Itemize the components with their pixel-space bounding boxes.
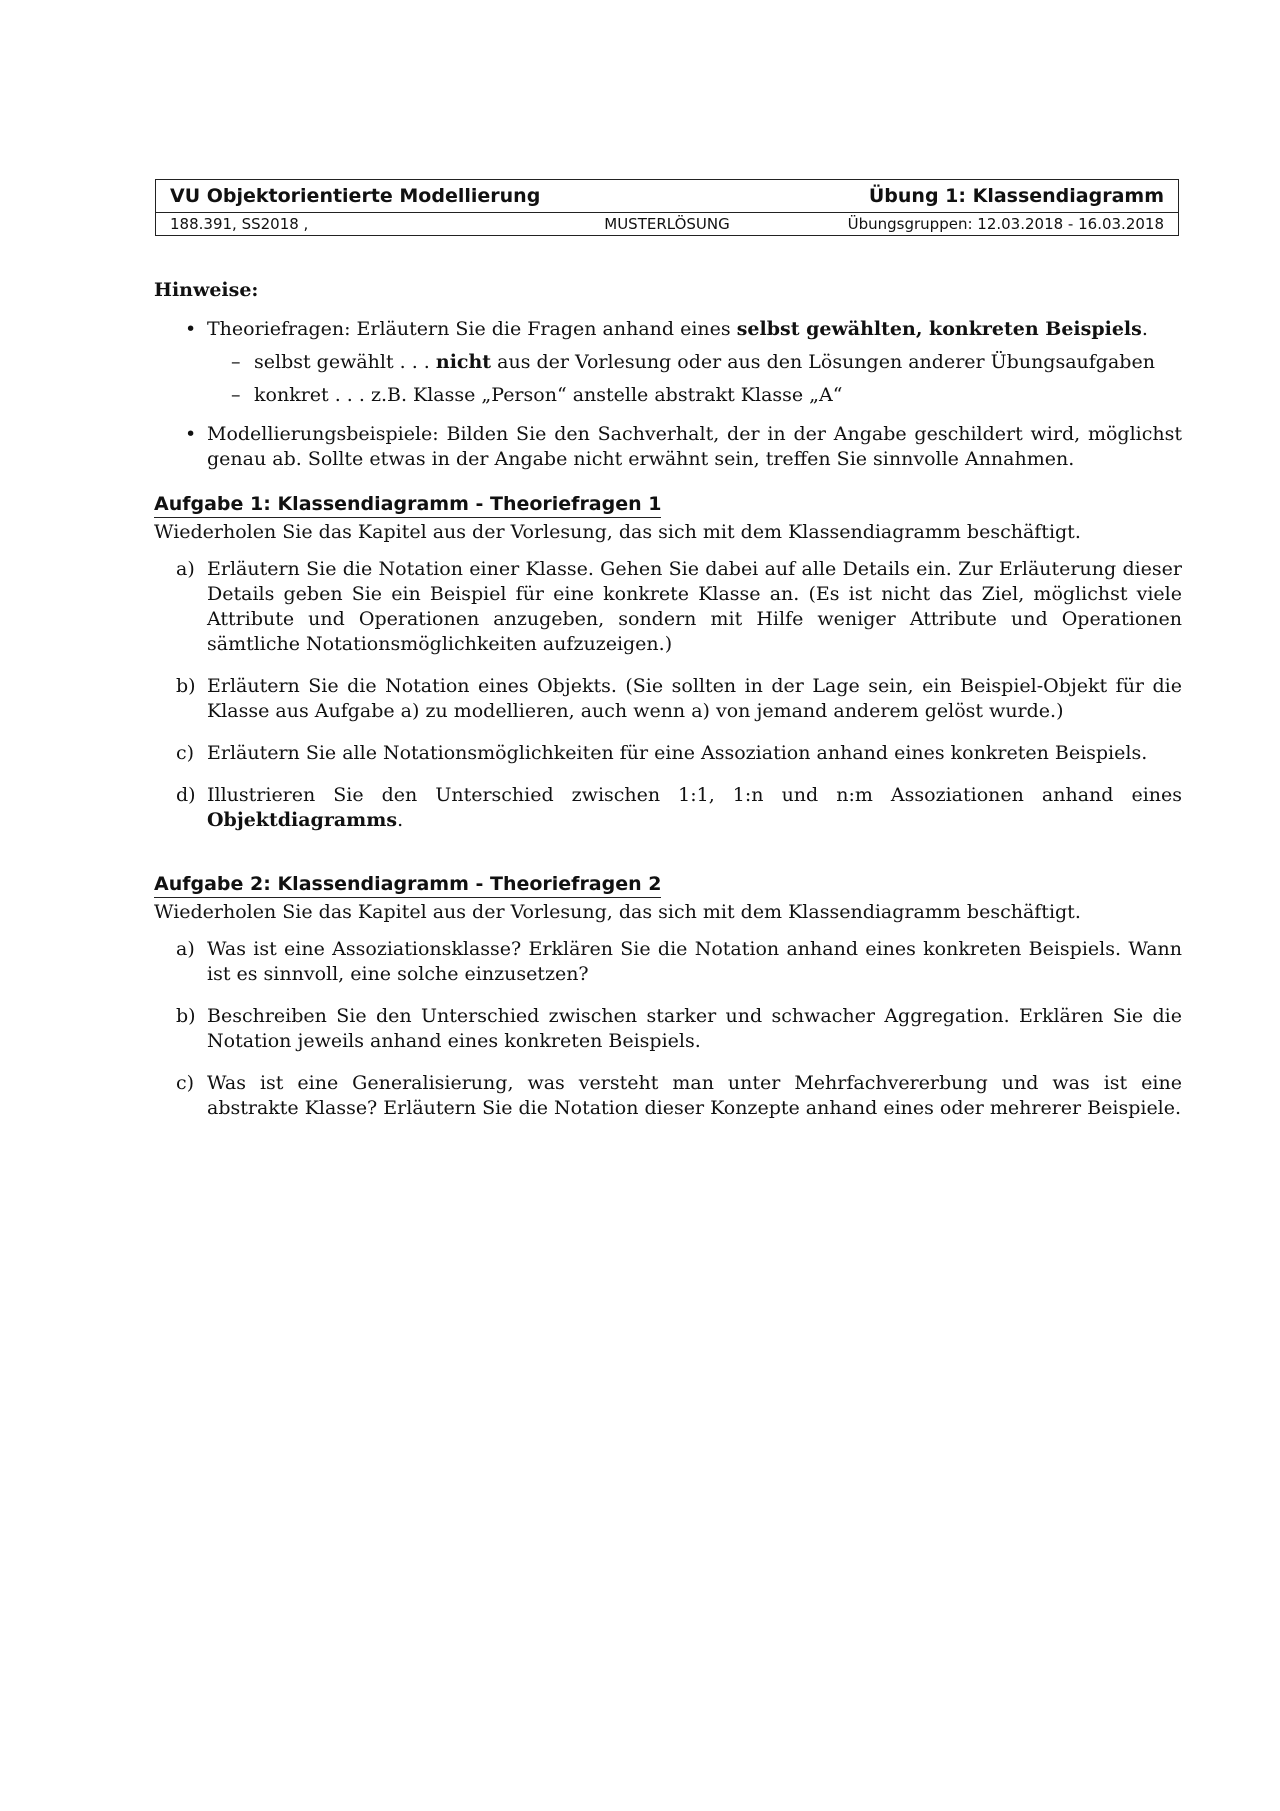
section-spacer (154, 850, 1182, 866)
task-text: Erläutern Sie die Notation einer Klasse. Gehen Sie dabei auf alle Details ein. Zur Erläuterung dieser Details geben Sie ein Beispiel für eine konkrete Klasse an. (Es ist nicht das Ziel, möglichst viele Attribute und Operationen anzugeben, sondern mit Hilfe weniger Attribute und Operationen sämtliche Notationsmöglichkeiten aufzuzeigen.) (207, 558, 1182, 655)
sub-text: konkret . . . z.B. Klasse „Person“ anstelle abstrakt Klasse „A“ (254, 384, 843, 406)
bullet-icon: • (185, 423, 197, 445)
task-item (154, 1004, 1182, 1054)
course-meta: 188.391, SS2018 , (170, 215, 309, 233)
task-label: c) (176, 1072, 195, 1094)
hinweis-modellierung (154, 422, 1182, 472)
hinweis-sub-konkret (207, 383, 1182, 408)
document-body (154, 278, 1182, 1138)
task-label: a) (176, 938, 195, 960)
task-item (154, 937, 1182, 987)
aufgabe2-tasks (154, 937, 1182, 1121)
bullet-icon: • (185, 318, 197, 340)
task-item (154, 557, 1182, 657)
task-text-end: . (397, 809, 404, 831)
aufgabe1-title: Aufgabe 1: Klassendiagramm - Theoriefragen 1 (154, 492, 661, 518)
dash-icon: – (231, 384, 241, 406)
task-item (154, 1071, 1182, 1121)
hinweis-theoriefragen (154, 317, 1182, 408)
task-text: Illustrieren Sie den Unterschied zwischen 1:1, 1:n und n:m Assoziationen anhand eines (207, 784, 1182, 806)
hinweis-sublist (207, 350, 1182, 408)
task-item (154, 783, 1182, 833)
dash-icon: – (231, 351, 241, 373)
hinweis-text: Modellierungsbeispiele: Bilden Sie den Sachverhalt, der in der Angabe geschildert wird, möglichst genau ab. Sollte etwas in der Angabe nicht erwähnt sein, treffen Sie sinnvolle Annahmen. (207, 423, 1182, 470)
header-title-row (170, 185, 1164, 211)
hinweise-heading: Hinweise: (154, 279, 259, 301)
hinweis-text-end: . (1141, 318, 1148, 340)
sub-emphasis: nicht (435, 351, 492, 373)
exercise-groups: Übungsgruppen: 12.03.2018 - 16.03.2018 (847, 215, 1164, 233)
solution-label: MUSTERLÖSUNG (604, 215, 730, 233)
task-label: b) (176, 1005, 196, 1027)
aufgabe2-title: Aufgabe 2: Klassendiagramm - Theoriefragen 2 (154, 872, 661, 898)
hinweis-sub-selbst (207, 350, 1182, 375)
task-text: Erläutern Sie die Notation eines Objekts. (Sie sollten in der Lage sein, ein Beispiel-Objekt für die Klasse aus Aufgabe a) zu modellieren, auch wenn a) von jemand anderem gelöst wurde.) (207, 675, 1182, 722)
hinweise-list (154, 317, 1182, 472)
task-label: a) (176, 558, 195, 580)
aufgabe1-tasks (154, 557, 1182, 833)
header-meta-row (170, 215, 1164, 233)
task-text: Beschreiben Sie den Unterschied zwischen starker und schwacher Aggregation. Erklären Sie die Notation jeweils anhand eines konkreten Beispiels. (207, 1005, 1182, 1052)
page-header (155, 179, 1179, 236)
header-divider (156, 212, 1178, 213)
course-title: VU Objektorientierte Modellierung (170, 185, 541, 207)
aufgabe1-intro: Wiederholen Sie das Kapitel aus der Vorlesung, das sich mit dem Klassendiagramm beschäftigt. (154, 521, 1081, 543)
sub-text: selbst gewählt . . . (254, 351, 436, 373)
task-label: d) (176, 784, 196, 806)
aufgabe2-intro: Wiederholen Sie das Kapitel aus der Vorlesung, das sich mit dem Klassendiagramm beschäftigt. (154, 901, 1081, 923)
task-item (154, 741, 1182, 766)
task-label: c) (176, 742, 195, 764)
sub-text-end: aus der Vorlesung oder aus den Lösungen anderer Übungsaufgaben (491, 351, 1155, 373)
task-item (154, 674, 1182, 724)
task-text: Was ist eine Generalisierung, was versteht man unter Mehrfachvererbung und was ist eine abstrakte Klasse? Erläutern Sie die Notation dieser Konzepte anhand eines oder mehrerer Beispiele. (207, 1072, 1182, 1119)
task-text: Erläutern Sie alle Notationsmöglichkeiten für eine Assoziation anhand eines konkreten Beispiels. (207, 742, 1148, 764)
task-label: b) (176, 675, 196, 697)
task-emphasis: Objektdiagramms (207, 809, 398, 831)
hinweis-text: Theoriefragen: Erläutern Sie die Fragen anhand eines (207, 318, 737, 340)
exercise-title: Übung 1: Klassendiagramm (868, 185, 1164, 207)
task-text: Was ist eine Assoziationsklasse? Erklären Sie die Notation anhand eines konkreten Beispiels. Wann ist es sinnvoll, eine solche einzusetzen? (207, 938, 1182, 985)
hinweis-emphasis: selbst gewählten, konkreten Beispiels (736, 318, 1142, 340)
